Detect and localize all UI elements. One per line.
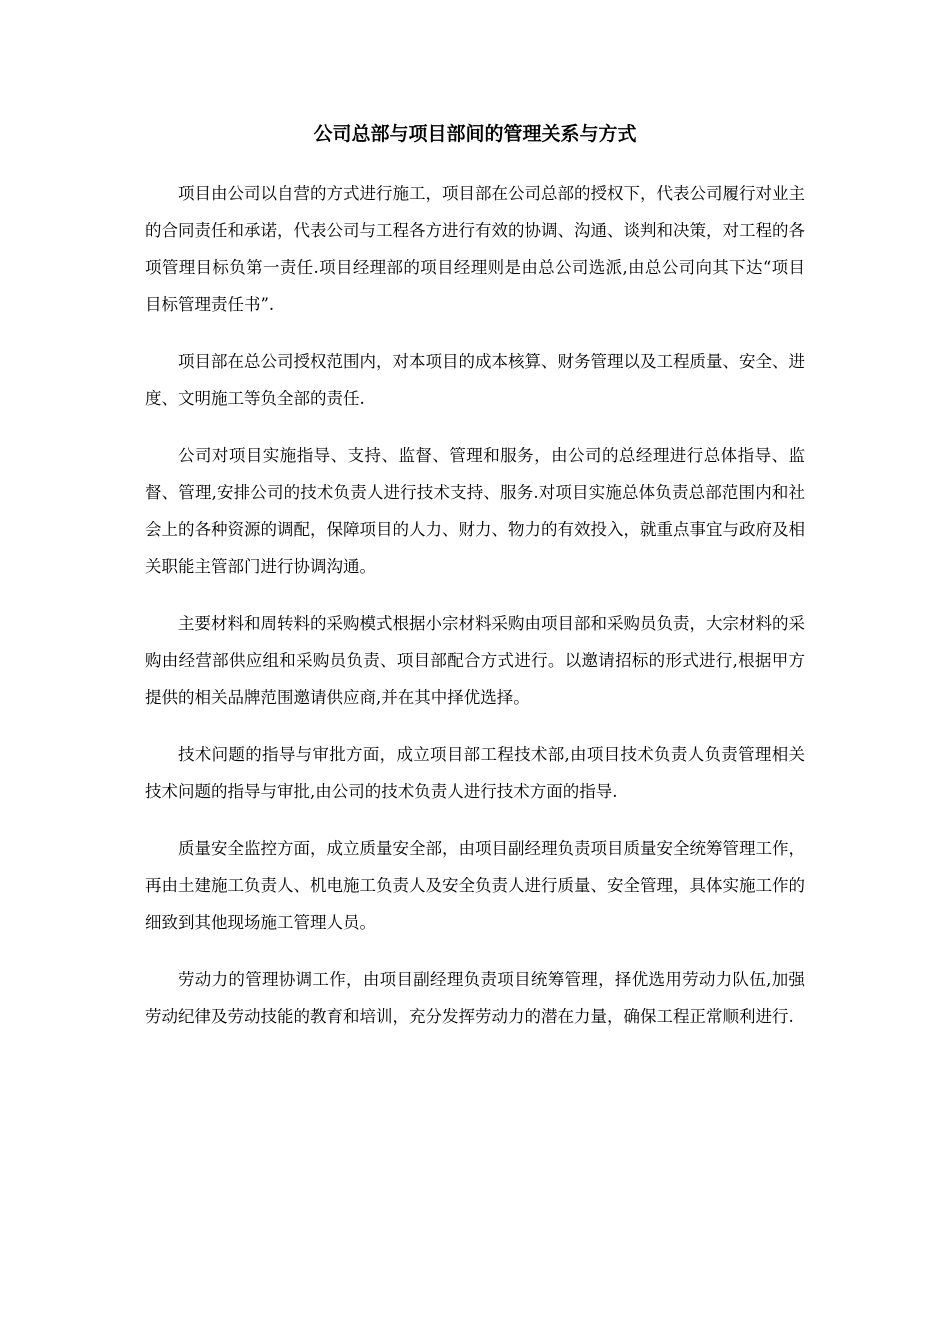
paragraph-4: 主要材料和周转料的采购模式根据小宗材料采购由项目部和采购员负责，大宗材料的采购由经营部供应组和采购员负责、项目部配合方式进行。以邀请招标的形式进行,根据甲方提供的相关品牌范围邀请供应商,并在其中择优选择。 <box>145 614 805 707</box>
paragraph-5: 技术问题的指导与审批方面，成立项目部工程技术部,由项目技术负责人负责管理相关技术问题的指导与审批,由公司的技术负责人进行技术方面的指导. <box>145 745 805 801</box>
paragraph-2: 项目部在总公司授权范围内，对本项目的成本核算、财务管理以及工程质量、安全、进度、文明施工等负全部的责任. <box>145 352 805 408</box>
paragraph-6: 质量安全监控方面，成立质量安全部，由项目副经理负责项目质量安全统筹管理工作，再由土建施工负责人、机电施工负责人及安全负责人进行质量、安全管理，具体实施工作的细致到其他现场施工管理人员。 <box>145 839 805 932</box>
document-title: 公司总部与项目部间的管理关系与方式 <box>313 123 637 145</box>
paragraph-3: 公司对项目实施指导、支持、监督、管理和服务，由公司的总经理进行总体指导、监督、管理,安排公司的技术负责人进行技术支持、服务.对项目实施总体负责总部范围内和社会上的各种资源的调配，保障项目的人力、财力、物力的有效投入，就重点事宜与政府及相关职能主管部门进行协调沟通。 <box>145 446 805 576</box>
paragraph-7: 劳动力的管理协调工作，由项目副经理负责项目统筹管理，择优选用劳动力队伍,加强劳动纪律及劳动技能的教育和培训，充分发挥劳动力的潜在力量，确保工程正常顺利进行. <box>145 970 805 1026</box>
paragraph-1: 项目由公司以自营的方式进行施工，项目部在公司总部的授权下，代表公司履行对业主的合同责任和承诺，代表公司与工程各方进行有效的协调、沟通、谈判和决策，对工程的各项管理目标负第一责任.项目经理部的项目经理则是由总公司选派,由总公司向其下达“项目目标管理责任书”. <box>145 184 805 314</box>
document-body <box>145 175 805 1055</box>
